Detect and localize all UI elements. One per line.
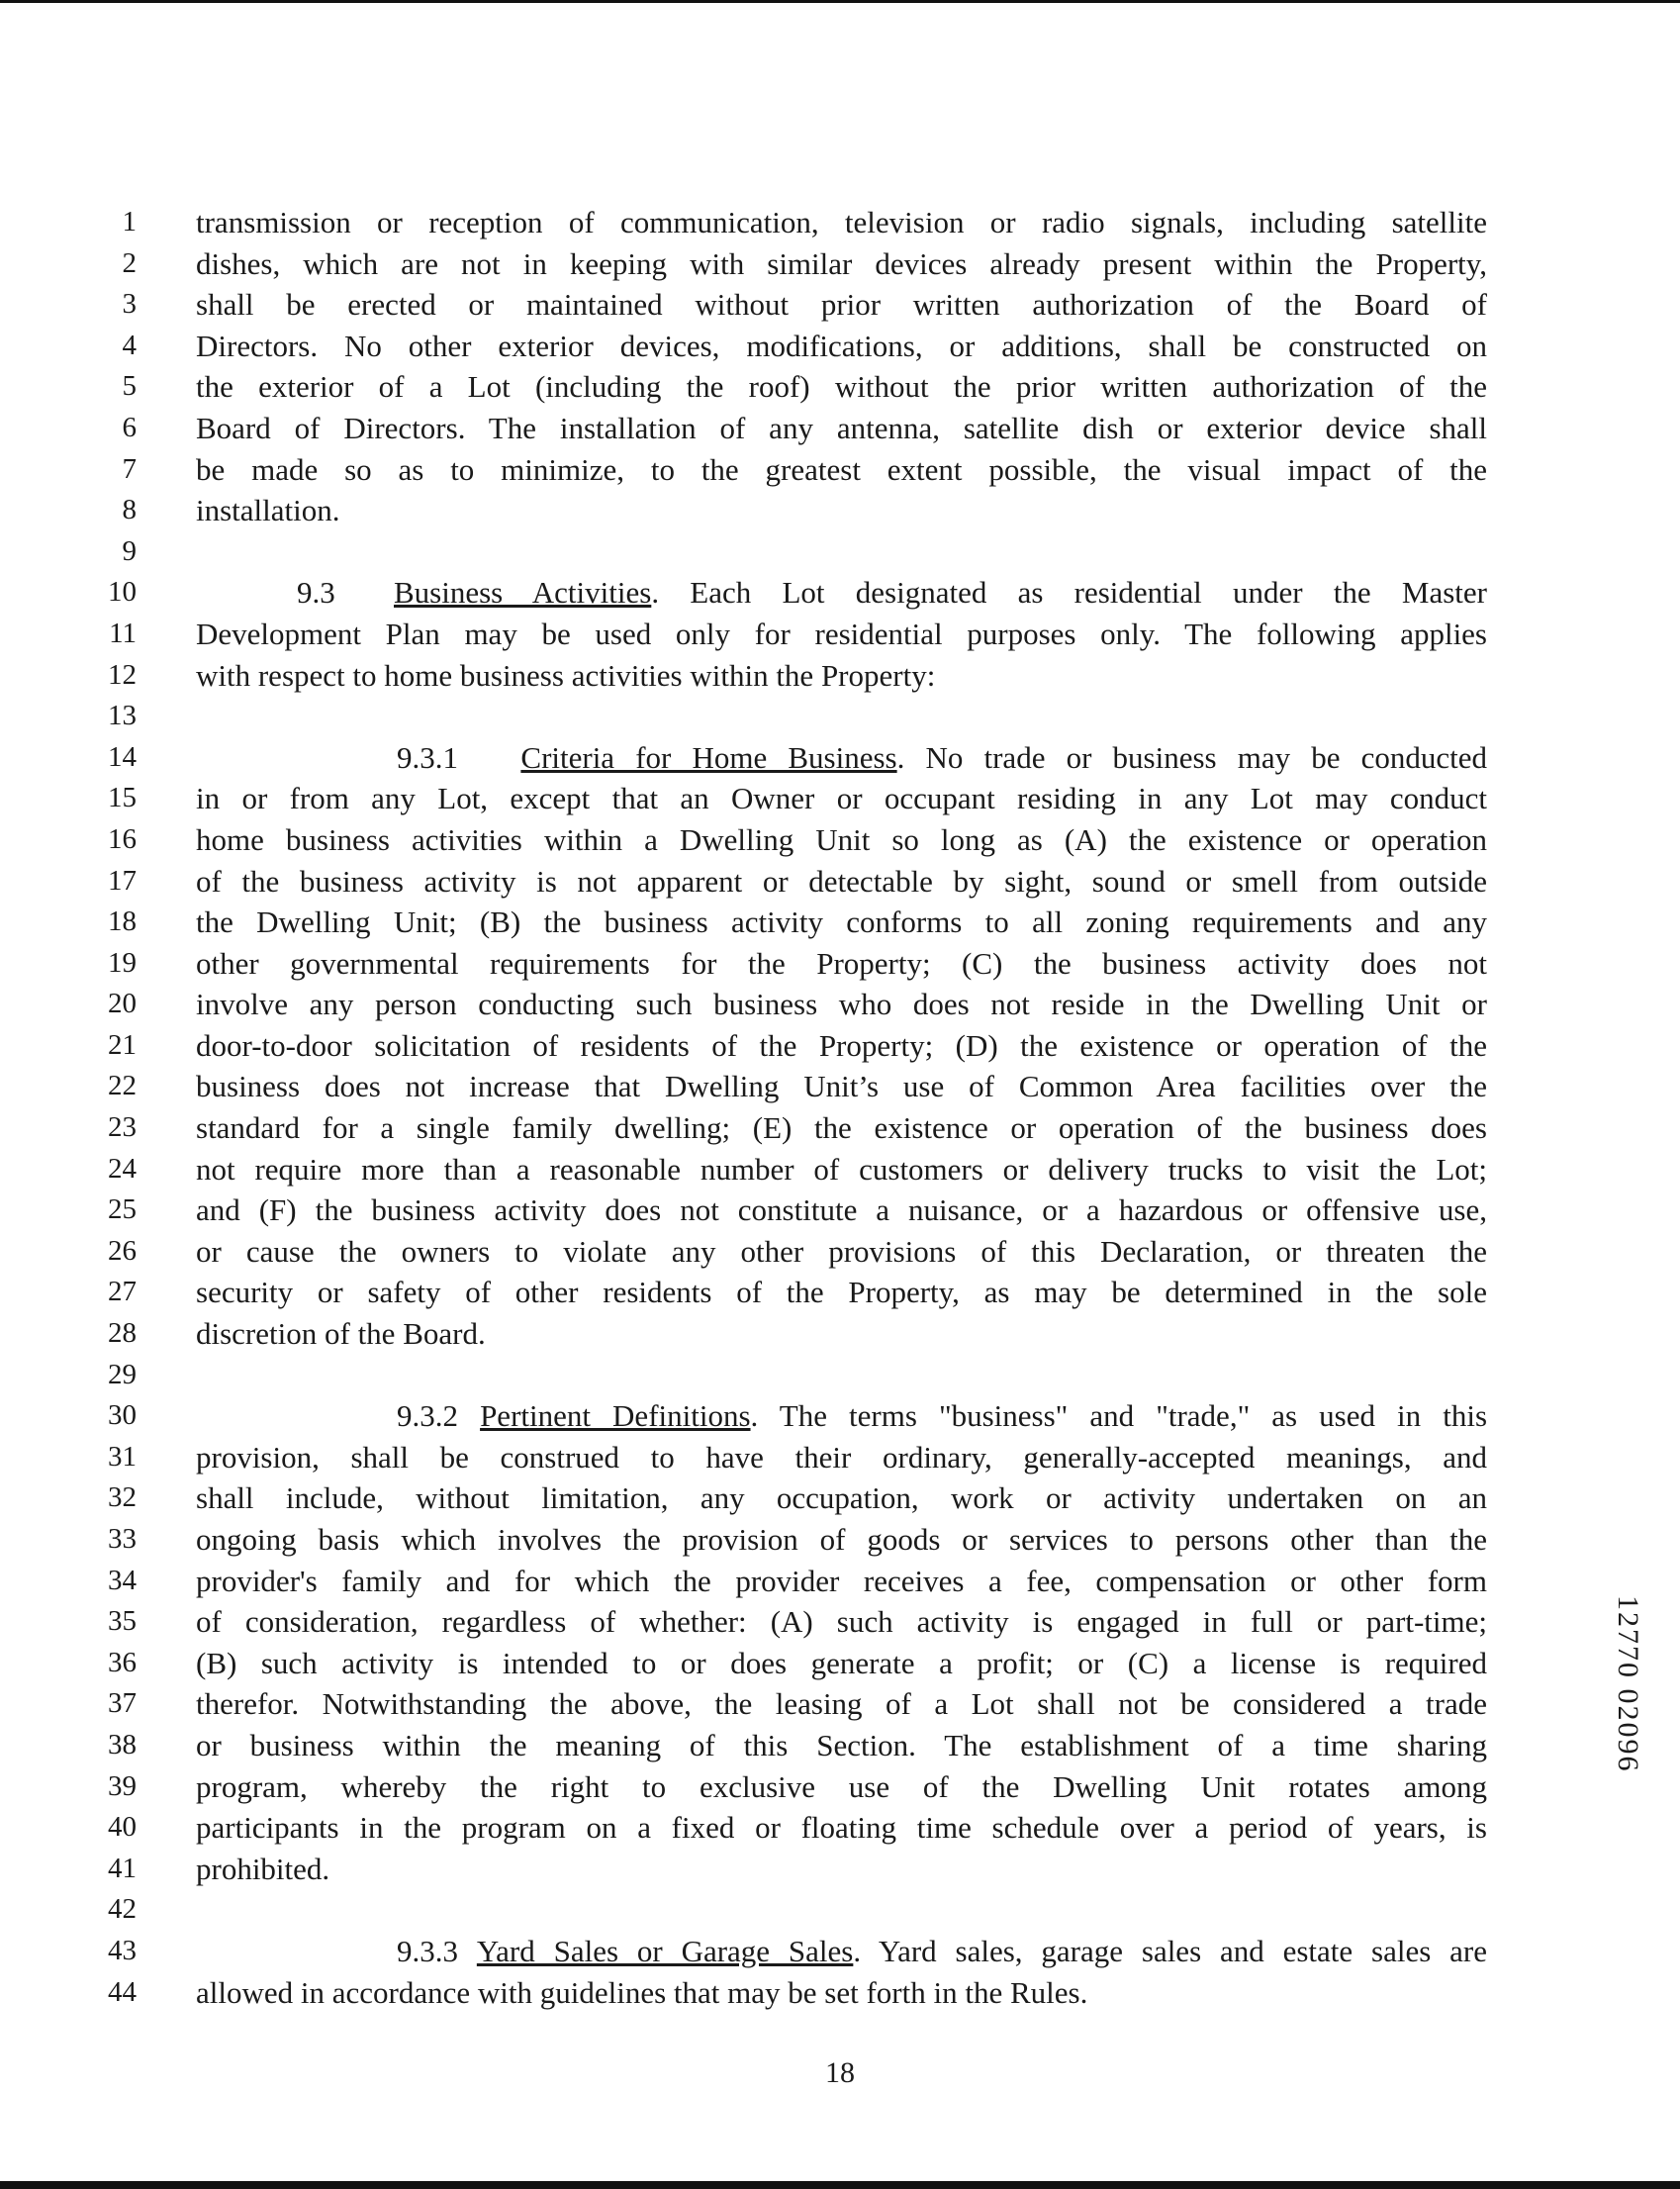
document-body bbox=[196, 202, 1487, 2013]
section-9-3 bbox=[196, 572, 1487, 696]
text-line: provider's family and for which the provider receives a fee, compensation or other form bbox=[196, 1563, 1487, 1598]
blank-line bbox=[196, 531, 1487, 573]
text-line: standard for a single family dwelling; (E) the existence or operation of the business does bbox=[196, 1110, 1487, 1146]
line-number: 6 bbox=[122, 411, 137, 443]
line-number: 10 bbox=[108, 576, 137, 609]
blank-line bbox=[196, 1889, 1487, 1931]
line-number: 42 bbox=[108, 1893, 137, 1926]
line-number: 30 bbox=[108, 1399, 137, 1432]
text-line: dishes, which are not in keeping with similar devices already present within the Property, bbox=[196, 245, 1487, 281]
line-number: 38 bbox=[108, 1728, 137, 1761]
line-number: 41 bbox=[108, 1852, 137, 1884]
section-heading-line bbox=[196, 737, 1487, 779]
recording-stamp: 12770 02096 bbox=[1612, 1595, 1644, 1773]
text-line: provision, shall be construed to have their ordinary, generally-accepted meanings, and bbox=[196, 1439, 1487, 1475]
text-line: be made so as to minimize, to the greatest extent possible, the visual impact of the bbox=[196, 451, 1487, 487]
text-line: shall be erected or maintained without prior written authorization of the Board of bbox=[196, 287, 1487, 323]
paragraph-antenna-restriction bbox=[196, 202, 1487, 531]
text-line: the Dwelling Unit; (B) the business activity conforms to all zoning requirements and any bbox=[196, 904, 1487, 940]
section-text: . Yard sales, garage sales and estate sales are bbox=[853, 1933, 1487, 1968]
line-number: 37 bbox=[108, 1687, 137, 1720]
line-number-column bbox=[0, 202, 137, 2013]
line-number: 29 bbox=[108, 1358, 137, 1390]
text-line: the exterior of a Lot (including the roof) without the prior written authorization of the bbox=[196, 369, 1487, 405]
section-9-3-1 bbox=[196, 737, 1487, 1355]
text-line: shall include, without limitation, any occupation, work or activity undertaken on an bbox=[196, 1480, 1487, 1516]
line-number: 15 bbox=[108, 782, 137, 814]
text-line: or business within the meaning of this Section. The establishment of a time sharing bbox=[196, 1727, 1487, 1762]
section-number: 9.3.1 bbox=[397, 739, 458, 775]
text-line: involve any person conducting such business who does not reside in the Dwelling Unit or bbox=[196, 987, 1487, 1022]
text-line: allowed in accordance with guidelines that may be set forth in the Rules. bbox=[196, 1974, 1088, 2010]
text-line: transmission or reception of communication, television or radio signals, including satellite bbox=[196, 205, 1487, 239]
section-title: Criteria for Home Business bbox=[520, 739, 897, 775]
page-number: 18 bbox=[825, 2056, 855, 2089]
text-line: (B) such activity is intended to or does generate a profit; or (C) a license is required bbox=[196, 1645, 1487, 1680]
text-line: of the business activity is not apparent or detectable by sight, sound or smell from outside bbox=[196, 863, 1487, 899]
line-number: 36 bbox=[108, 1646, 137, 1678]
line-number: 11 bbox=[109, 617, 137, 649]
text-line: other governmental requirements for the Property; (C) the business activity does not bbox=[196, 945, 1487, 981]
line-number: 13 bbox=[108, 700, 137, 732]
section-text: . Each Lot designated as residential under the Master bbox=[651, 575, 1487, 611]
text-line: in or from any Lot, except that an Owner or occupant residing in any Lot may conduct bbox=[196, 781, 1487, 816]
line-number: 28 bbox=[108, 1317, 137, 1350]
line-number: 17 bbox=[108, 864, 137, 897]
text-line: business does not increase that Dwelling Unit’s use of Common Area facilities over the bbox=[196, 1069, 1487, 1104]
section-title: Business Activities bbox=[394, 575, 652, 611]
line-number: 1 bbox=[122, 206, 137, 238]
section-text: . No trade or business may be conducted bbox=[896, 739, 1488, 775]
text-line: not require more than a reasonable number of customers or delivery trucks to visit the Lot; bbox=[196, 1151, 1487, 1187]
line-number: 24 bbox=[108, 1152, 137, 1185]
text-line: installation. bbox=[196, 493, 340, 528]
text-line: ongoing basis which involves the provision of goods or services to persons other than the bbox=[196, 1522, 1487, 1557]
bottom-scan-edge bbox=[0, 2181, 1680, 2189]
top-scan-edge bbox=[0, 0, 1680, 3]
text-line: home business activities within a Dwelling Unit so long as (A) the existence or operation bbox=[196, 821, 1487, 857]
text-line: and (F) the business activity does not constitute a nuisance, or a hazardous or offensive use, bbox=[196, 1192, 1487, 1228]
line-number: 39 bbox=[108, 1769, 137, 1802]
text-line: door-to-door solicitation of residents of the Property; (D) the existence or operation of the bbox=[196, 1027, 1487, 1063]
line-number: 22 bbox=[108, 1070, 137, 1102]
line-number: 23 bbox=[108, 1111, 137, 1144]
line-number: 20 bbox=[108, 988, 137, 1020]
blank-line bbox=[196, 696, 1487, 737]
section-heading-line bbox=[196, 572, 1487, 614]
text-line: or cause the owners to violate any other provisions of this Declaration, or threaten the bbox=[196, 1233, 1487, 1269]
section-number: 9.3 bbox=[297, 575, 335, 611]
section-title: Yard Sales or Garage Sales bbox=[476, 1933, 854, 1968]
section-heading-line bbox=[196, 1395, 1487, 1437]
section-title: Pertinent Definitions bbox=[480, 1398, 751, 1434]
section-number: 9.3.2 bbox=[397, 1398, 458, 1434]
section-9-3-2 bbox=[196, 1395, 1487, 1889]
text-line: prohibited. bbox=[196, 1851, 330, 1886]
section-number: 9.3.3 bbox=[397, 1933, 458, 1968]
section-text: . The terms "business" and "trade," as used in this bbox=[750, 1398, 1488, 1434]
section-9-3-3 bbox=[196, 1931, 1487, 2013]
text-line: Development Plan may be used only for residential purposes only. The following applies bbox=[196, 616, 1487, 651]
text-line: security or safety of other residents of the Property, as may be determined in the sole bbox=[196, 1275, 1487, 1310]
line-number: 44 bbox=[108, 1975, 137, 2008]
line-number: 9 bbox=[122, 534, 137, 567]
text-line: program, whereby the right to exclusive use of the Dwelling Unit rotates among bbox=[196, 1768, 1487, 1804]
text-line: participants in the program on a fixed or floating time schedule over a period of years, is bbox=[196, 1810, 1487, 1846]
line-number: 19 bbox=[108, 946, 137, 979]
text-line: discretion of the Board. bbox=[196, 1316, 486, 1352]
blank-line bbox=[196, 1355, 1487, 1396]
line-number: 35 bbox=[108, 1605, 137, 1638]
line-number: 14 bbox=[108, 740, 137, 773]
section-heading-line bbox=[196, 1931, 1487, 1972]
line-number: 32 bbox=[108, 1481, 137, 1514]
text-line: therefor. Notwithstanding the above, the leasing of a Lot shall not be considered a trade bbox=[196, 1686, 1487, 1722]
line-number: 4 bbox=[122, 329, 137, 361]
line-number: 12 bbox=[108, 658, 137, 691]
line-number: 2 bbox=[122, 246, 137, 279]
text-line: Board of Directors. The installation of any antenna, satellite dish or exterior device shall bbox=[196, 410, 1487, 445]
line-number: 25 bbox=[108, 1193, 137, 1226]
line-number: 8 bbox=[122, 494, 137, 526]
line-number: 34 bbox=[108, 1564, 137, 1596]
line-number: 26 bbox=[108, 1234, 137, 1267]
line-number: 18 bbox=[108, 905, 137, 938]
line-number: 7 bbox=[122, 452, 137, 485]
line-number: 5 bbox=[122, 370, 137, 403]
line-number: 27 bbox=[108, 1276, 137, 1308]
text-line: of consideration, regardless of whether: (A) such activity is engaged in full or part-time; bbox=[196, 1604, 1487, 1640]
text-line: Directors. No other exterior devices, modifications, or additions, shall be constructed on bbox=[196, 328, 1487, 363]
line-number: 40 bbox=[108, 1811, 137, 1844]
line-number: 33 bbox=[108, 1523, 137, 1555]
line-number: 3 bbox=[122, 288, 137, 321]
text-line: with respect to home business activities within the Property: bbox=[196, 657, 936, 693]
line-number: 21 bbox=[108, 1028, 137, 1061]
line-number: 43 bbox=[108, 1934, 137, 1966]
line-number: 31 bbox=[108, 1440, 137, 1473]
line-number: 16 bbox=[108, 822, 137, 855]
